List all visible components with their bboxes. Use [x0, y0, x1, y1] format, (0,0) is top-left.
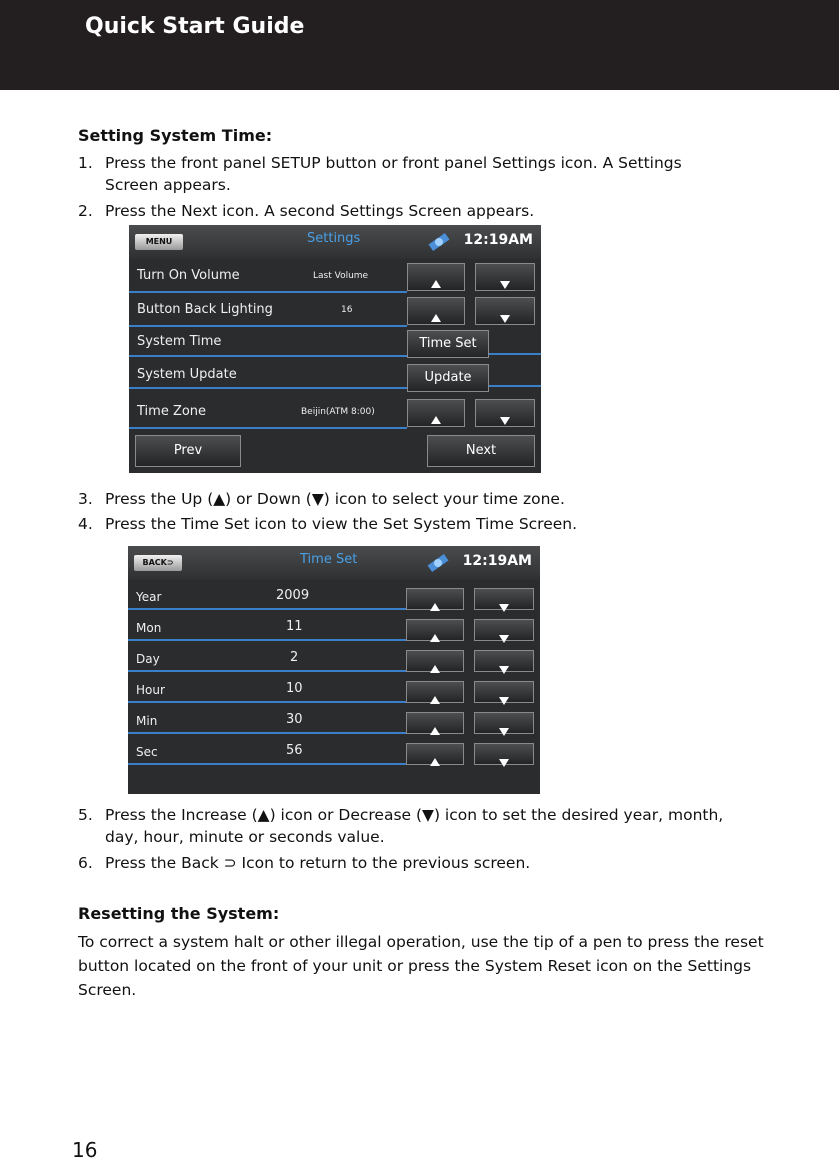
section-title-resetting: Resetting the System:	[78, 904, 280, 923]
screen-title: Settings	[307, 231, 361, 246]
increase-button[interactable]	[406, 619, 464, 641]
row-value: 11	[286, 619, 303, 634]
down-button[interactable]	[475, 263, 535, 291]
next-button[interactable]: Next	[427, 435, 535, 467]
row-label: Time Zone	[137, 404, 207, 419]
step-text: Press the Next icon. A second Settings Screen appears.	[105, 202, 535, 220]
row-label: System Time	[137, 334, 222, 349]
screen-topbar	[129, 225, 541, 259]
row-label: Min	[136, 714, 158, 728]
step-text: Press the Up (▲) or Down (▼) icon to select your time zone.	[105, 490, 565, 508]
step-text-cont: Screen appears.	[105, 176, 231, 194]
down-arrow-icon	[500, 417, 510, 425]
step-text: Press the Increase (▲) icon or Decrease (▼) icon to set the desired year, month,	[105, 806, 724, 824]
row-value: 56	[286, 743, 303, 758]
step-text: Press the Back ⊃ Icon to return to the previous screen.	[105, 854, 531, 872]
decrease-button[interactable]	[474, 743, 534, 765]
step-text: Press the front panel SETUP button or front panel Settings icon. A Settings	[105, 154, 682, 172]
step-4	[78, 513, 778, 535]
row-label: Year	[136, 590, 162, 604]
time-set-button[interactable]: Time Set	[407, 330, 489, 358]
page-header	[0, 0, 839, 90]
down-button[interactable]	[475, 399, 535, 427]
update-button[interactable]: Update	[407, 364, 489, 392]
increase-button[interactable]	[406, 743, 464, 765]
row-value: 2009	[276, 588, 310, 603]
down-arrow-icon	[499, 666, 509, 674]
step-5	[78, 804, 778, 848]
page-number: 16	[72, 1138, 98, 1162]
decrease-button[interactable]	[474, 712, 534, 734]
decrease-button[interactable]	[474, 588, 534, 610]
up-arrow-icon	[430, 758, 440, 766]
down-arrow-icon	[499, 759, 509, 767]
step-6	[78, 852, 778, 874]
reset-paragraph: To correct a system halt or other illegal operation, use the tip of a pen to press the reset button located on the front of your unit or press the System Reset icon on the Settings Screen.	[78, 933, 764, 999]
time-row	[128, 677, 406, 703]
settings-row	[129, 295, 407, 327]
increase-button[interactable]	[406, 650, 464, 672]
settings-row	[129, 397, 407, 429]
up-arrow-icon	[431, 280, 441, 288]
prev-button[interactable]: Prev	[135, 435, 241, 467]
step-number: 2.	[78, 202, 93, 220]
down-button[interactable]	[475, 297, 535, 325]
screen-title: Time Set	[300, 552, 358, 567]
step-number: 6.	[78, 854, 93, 872]
step-2	[78, 200, 778, 222]
row-label: System Update	[137, 367, 237, 382]
down-arrow-icon	[499, 697, 509, 705]
satellite-icon	[424, 550, 452, 574]
row-label: Sec	[136, 745, 158, 759]
time-row	[128, 708, 406, 734]
down-arrow-icon	[499, 604, 509, 612]
settings-row	[129, 363, 407, 389]
clock: 12:19AM	[462, 553, 532, 569]
time-row	[128, 739, 406, 765]
up-arrow-icon	[430, 665, 440, 673]
up-arrow-icon	[430, 727, 440, 735]
step-3	[78, 488, 778, 510]
up-arrow-icon	[430, 634, 440, 642]
decrease-button[interactable]	[474, 619, 534, 641]
step-number: 3.	[78, 490, 93, 508]
back-button[interactable]: BACK⊃	[134, 555, 182, 571]
step-number: 1.	[78, 154, 93, 172]
time-row	[128, 615, 406, 641]
step-1	[78, 152, 778, 196]
down-arrow-icon	[499, 728, 509, 736]
row-label: Day	[136, 652, 160, 666]
up-arrow-icon	[430, 603, 440, 611]
increase-button[interactable]	[406, 588, 464, 610]
decrease-button[interactable]	[474, 681, 534, 703]
row-label: Button Back Lighting	[137, 302, 273, 317]
step-text-cont: day, hour, minute or seconds value.	[105, 828, 385, 846]
up-button[interactable]	[407, 297, 465, 325]
up-arrow-icon	[431, 416, 441, 424]
section-title-setting-time: Setting System Time:	[78, 126, 273, 145]
row-value: 30	[286, 712, 303, 727]
satellite-icon	[425, 229, 453, 253]
time-set-screen-image	[128, 546, 540, 794]
row-label: Mon	[136, 621, 162, 635]
settings-row	[129, 261, 407, 293]
menu-button[interactable]: MENU	[135, 234, 183, 250]
step-text: Press the Time Set icon to view the Set System Time Screen.	[105, 515, 578, 533]
row-value: 16	[341, 305, 353, 315]
time-row	[128, 584, 406, 610]
increase-button[interactable]	[406, 712, 464, 734]
row-value: 2	[290, 650, 299, 665]
up-button[interactable]	[407, 263, 465, 291]
up-button[interactable]	[407, 399, 465, 427]
settings-row	[129, 329, 407, 357]
screen-topbar	[128, 546, 540, 580]
up-arrow-icon	[430, 696, 440, 704]
row-divider	[489, 353, 541, 355]
clock: 12:19AM	[463, 232, 533, 248]
decrease-button[interactable]	[474, 650, 534, 672]
increase-button[interactable]	[406, 681, 464, 703]
row-value: Last Volume	[313, 271, 369, 281]
time-row	[128, 646, 406, 672]
settings-screen-image	[129, 225, 541, 473]
down-arrow-icon	[499, 635, 509, 643]
row-value: 10	[286, 681, 303, 696]
step-number: 5.	[78, 806, 93, 824]
down-arrow-icon	[500, 281, 510, 289]
row-value: Beijin(ATM 8:00)	[301, 407, 375, 417]
up-arrow-icon	[431, 314, 441, 322]
row-label: Hour	[136, 683, 165, 697]
header-title: Quick Start Guide	[85, 14, 305, 39]
row-divider	[489, 385, 541, 387]
down-arrow-icon	[500, 315, 510, 323]
row-label: Turn On Volume	[137, 268, 240, 283]
step-number: 4.	[78, 515, 93, 533]
